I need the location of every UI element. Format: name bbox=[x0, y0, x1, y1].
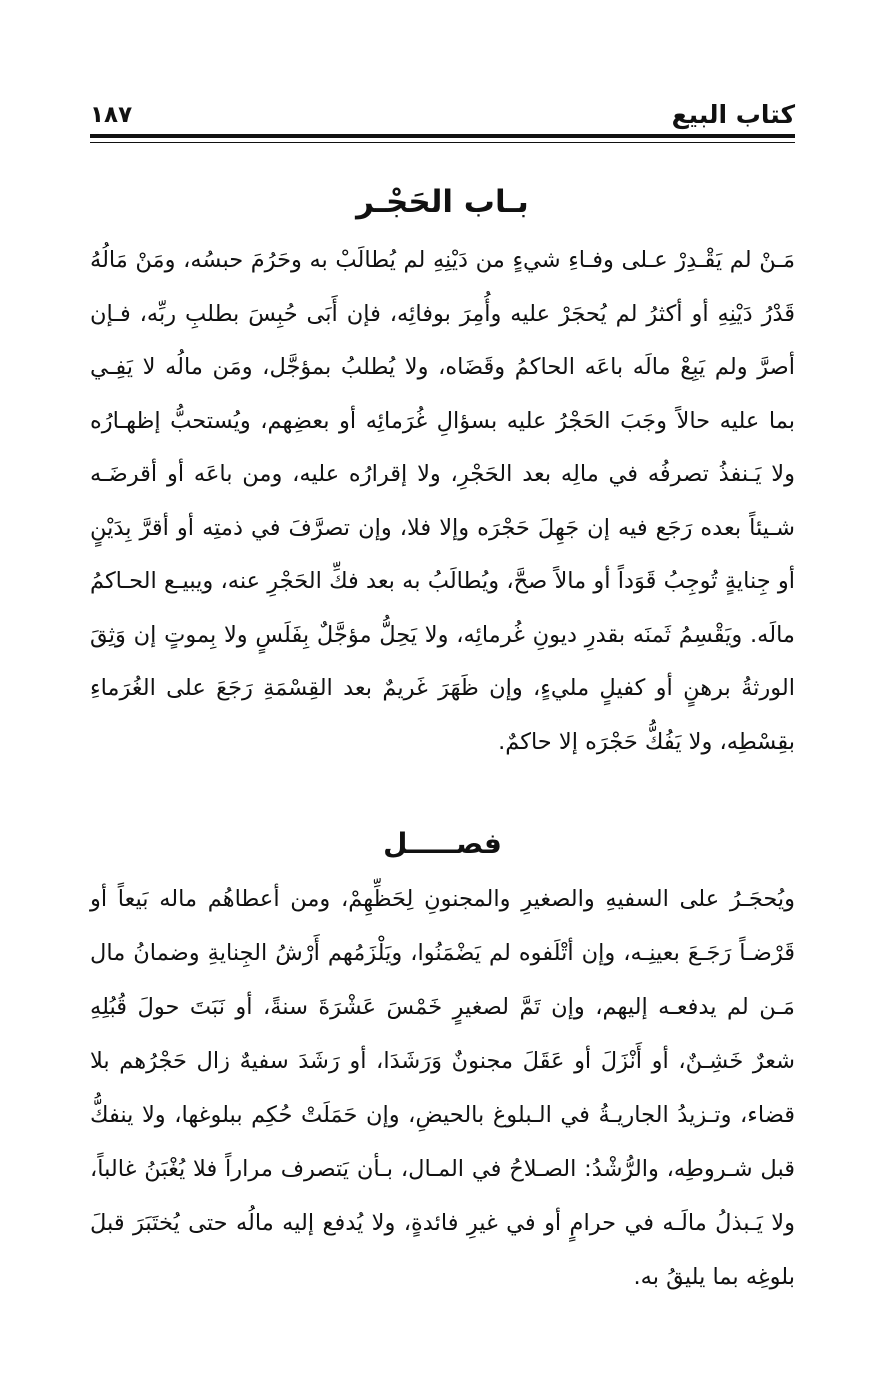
header-rule-thick bbox=[90, 134, 795, 138]
running-head bbox=[90, 92, 795, 132]
page-number: ١٨٧ bbox=[90, 102, 133, 128]
section-title: فصـــــل bbox=[383, 827, 502, 860]
section-paragraph: ويُحجَـرُ على السفيهِ والصغيرِ والمجنونِ لِحَظِّهِمْ، ومن أعطاهُم ماله بَيعاً أو قَرْضـاً رَجَـعَ بعينِـه، وإن أتْلَفوه لم يَضْمَنُوا، ويَلْزَمُهم أَرْشُ الجِنايةِ وضمانُ مال مَـن لم يدفعـه إليهم، وإن تَمَّ لصغيرٍ خَمْسَ عَشْرَةَ سنةً، أو نَبَتَ حولَ قُبُلِهِ شعرٌ خَشِـنٌ، أو أَنْزَلَ أو عَقَلَ مجنونٌ وَرَشَدَا، أو رَشَدَ سفيهٌ زال حَجْرُهم بلا قضاء، وتـزيدُ الجاريـةُ في الـبلوغ بالحيضِ، وإن حَمَلَتْ حُكِم ببلوغها، ولا ينفكُّ قبل شـروطِه، والرُّشْدُ: الصـلاحُ في المـال، بـأن يَتصرف مراراً فلا يُغْبَنُ غالباً، ولا يَـبذلُ مالَـه في حرامٍ أو في غيرِ فائدةٍ، ولا يُدفع إليه مالُه حتى يُختَبَرَ قبلَ بلوغِه بما يليقُ به. bbox=[90, 886, 795, 1290]
chapter-title: بـاب الحَجْـر bbox=[356, 184, 529, 220]
chapter-paragraph: مَـنْ لم يَقْـدِرْ عـلى وفـاءِ شيءٍ من دَيْنِهِ لم يُطالَبْ به وحَرُمَ حبسُه، ومَنْ مَالُهُ قَدْرُ دَيْنِهِ أو أكثرُ لم يُحجَرْ عليه وأُمِرَ بوفائِه، فإن أَبَى حُبِسَ بطلبِ ربِّه، فـإن أصرَّ ولم يَبِعْ مالَه باعَه الحاكمُ وقَضَاه، ولا يُطلبُ بمؤجَّل، ومَن مالُه لا يَفِـي بما عليه حالاً وجَبَ الحَجْرُ عليه بسؤالِ غُرَمائِه أو بعضِهم، ويُستحبُّ إظهـارُه ولا يَـنفذُ تصرفُه في مالِه بعد الحَجْرِ، ولا إقرارُه عليه، ومن باعَه أو أقرضَـه شـيئاً بعده رَجَع فيه إن جَهِلَ حَجْرَه وإلا فلا، وإن تصرَّفَ في ذمتِه أو أقرَّ بِدَيْنٍ أو جِنايةٍ تُوجِبُ قَوَداً أو مالاً صحَّ، ويُطالَبُ به بعد فكِّ الحَجْرِ عنه، ويبيـع الحـاكمُ مالَه. ويَقْسِمُ ثَمنَه بقدرِ ديونِ غُرمائِه، ولا يَحِلُّ مؤجَّلٌ بِفَلَسٍ ولا بِموتٍ إن وَثِقَ الورثةُ برهنٍ أو كفيلٍ مليءٍ، وإن ظَهَرَ غَريمٌ بعد القِسْمَةِ رَجَعَ على الغُرَماءِ بقِسْطِه، ولا يَفُكُّ حَجْرَه إلا حاكمٌ. bbox=[90, 247, 795, 755]
running-title: كتاب البيع bbox=[671, 100, 795, 129]
header-rule-thin bbox=[90, 142, 795, 143]
